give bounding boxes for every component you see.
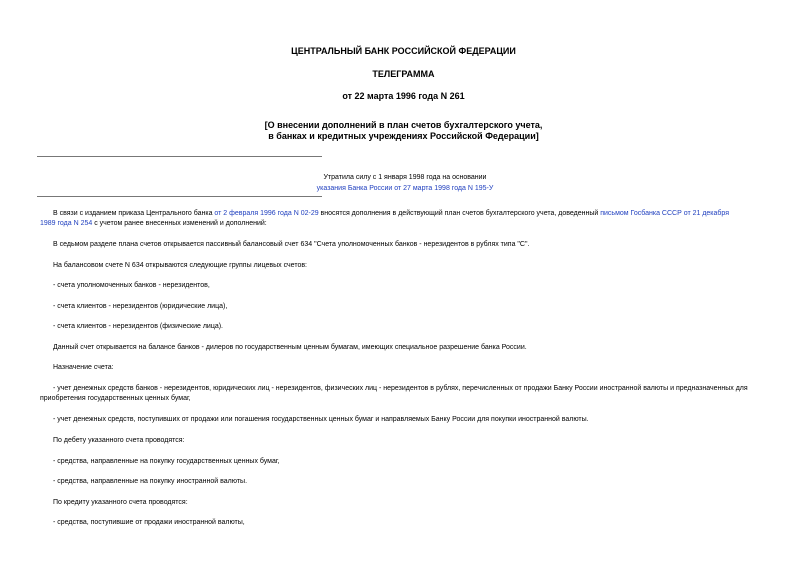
list-item-text: - счета клиентов - нерезидентов (юридические лица), <box>53 303 228 310</box>
paragraph-text: В седьмом разделе плана счетов открывается пассивный балансовый счет 634 "Счета уполномоченных банков - нерезидентов в рублях типа "С". <box>53 241 530 248</box>
paragraph <box>40 363 770 373</box>
paragraph <box>40 436 770 446</box>
list-item <box>40 477 770 487</box>
gosbank-letter-link-cont[interactable]: 1989 года N 254 <box>40 220 93 227</box>
status-note-link[interactable]: указания Банка России от 27 марта 1998 года N 195-У <box>316 185 494 192</box>
document-title-line-1: [О внесении дополнений в план счетов бухгалтерского учета, <box>264 120 543 130</box>
document-title-line-2: в банках и кредитных учреждениях Российской Федерации] <box>268 131 539 141</box>
order-link[interactable]: от 2 февраля 1996 года N 02-29 <box>214 210 319 217</box>
paragraph-text: с учетом ранее внесенных изменений и дополнений: <box>92 220 267 227</box>
list-item <box>40 322 770 332</box>
list-item-text: - учет денежных средств банков - нерезидентов, юридических лиц - нерезидентов, физических лиц - нерезидентов в рублях, перечисленных от продажи Банку России иностранной валюты и предназначенных для <box>53 385 748 392</box>
list-item <box>40 415 770 425</box>
document-title <box>0 120 807 142</box>
paragraph-text: Данный счет открывается на балансе банков - дилеров по государственным ценным бумагам, имеющих специальное разрешение банка России. <box>53 344 527 351</box>
paragraph <box>40 343 770 353</box>
list-item <box>40 518 770 528</box>
list-item-text: - средства, направленные на покупку государственных ценных бумаг, <box>53 458 280 465</box>
paragraph-text: вносятся дополнения в действующий план счетов бухгалтерского учета, доведенный <box>318 210 601 217</box>
status-note-text: Утратила силу с 1 января 1998 года на основании <box>323 174 487 181</box>
paragraph-intro <box>40 209 770 229</box>
list-item <box>40 457 770 467</box>
paragraph-text: В связи с изданием приказа Центрального банка <box>53 210 215 217</box>
list-item <box>40 384 770 404</box>
list-item-text-cont: приобретения государственных ценных бумаг, <box>40 395 191 402</box>
paragraph <box>40 261 770 271</box>
status-note-link-line <box>240 183 570 194</box>
paragraph-text: По кредиту указанного счета проводятся: <box>53 499 188 506</box>
list-item-text: - средства, направленные на покупку иностранной валюты. <box>53 478 248 485</box>
list-item <box>40 302 770 312</box>
paragraph-text: Назначение счета: <box>53 364 114 371</box>
list-item-text: - счета клиентов - нерезидентов (физические лица). <box>53 323 224 330</box>
paragraph <box>40 240 770 250</box>
list-item <box>40 281 770 291</box>
list-item-text: - средства, поступившие от продажи иностранной валюты, <box>53 519 245 526</box>
issuer-heading: ЦЕНТРАЛЬНЫЙ БАНК РОССИЙСКОЙ ФЕДЕРАЦИИ <box>291 46 516 56</box>
paragraph-intro-line-1 <box>40 209 770 219</box>
document-date-heading: от 22 марта 1996 года N 261 <box>342 91 465 101</box>
divider-top <box>37 156 322 157</box>
list-item-text: - учет денежных средств, поступивших от продажи или погашения государственных ценных бумаг и направляемых Банку России для покупки иностранной валюты. <box>53 416 589 423</box>
paragraph-text: По дебету указанного счета проводятся: <box>53 437 185 444</box>
list-item-text: - счета уполномоченных банков - нерезидентов, <box>53 282 210 289</box>
paragraph <box>40 498 770 508</box>
paragraph-text: На балансовом счете N 634 открываются следующие группы лицевых счетов: <box>53 262 307 269</box>
paragraph-intro-line-2 <box>40 220 267 227</box>
document-type-heading: ТЕЛЕГРАММА <box>372 69 435 79</box>
gosbank-letter-link[interactable]: письмом Госбанка СССР от 21 декабря <box>600 210 730 217</box>
divider-bottom <box>37 196 322 197</box>
